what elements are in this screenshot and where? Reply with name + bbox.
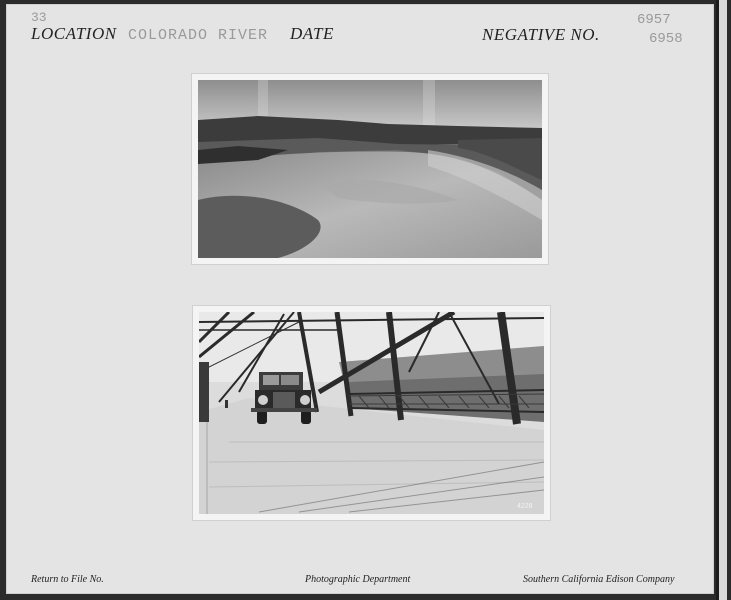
footer-department: Photographic Department	[305, 574, 411, 585]
photo-bridge-automobile	[193, 306, 550, 520]
footer-company: Southern California Edison Company	[523, 574, 675, 585]
bridge-automobile-image	[199, 312, 544, 514]
negative-label: NEGATIVE NO.	[482, 25, 600, 44]
photo-caption-number: 4228	[517, 503, 533, 510]
photo-river-canyon	[192, 74, 548, 264]
stamp-number: 33	[31, 10, 47, 25]
river-canyon-image	[198, 80, 542, 258]
footer-return-to-file: Return to File No.	[31, 574, 104, 585]
negative-number-2: 6958	[649, 31, 683, 47]
location-label: LOCATION	[31, 24, 117, 43]
negative-number-1: 6957	[637, 12, 671, 28]
date-label: DATE	[290, 24, 334, 43]
location-value: COLORADO RIVER	[128, 27, 269, 44]
adjacent-card-edge	[716, 0, 731, 600]
